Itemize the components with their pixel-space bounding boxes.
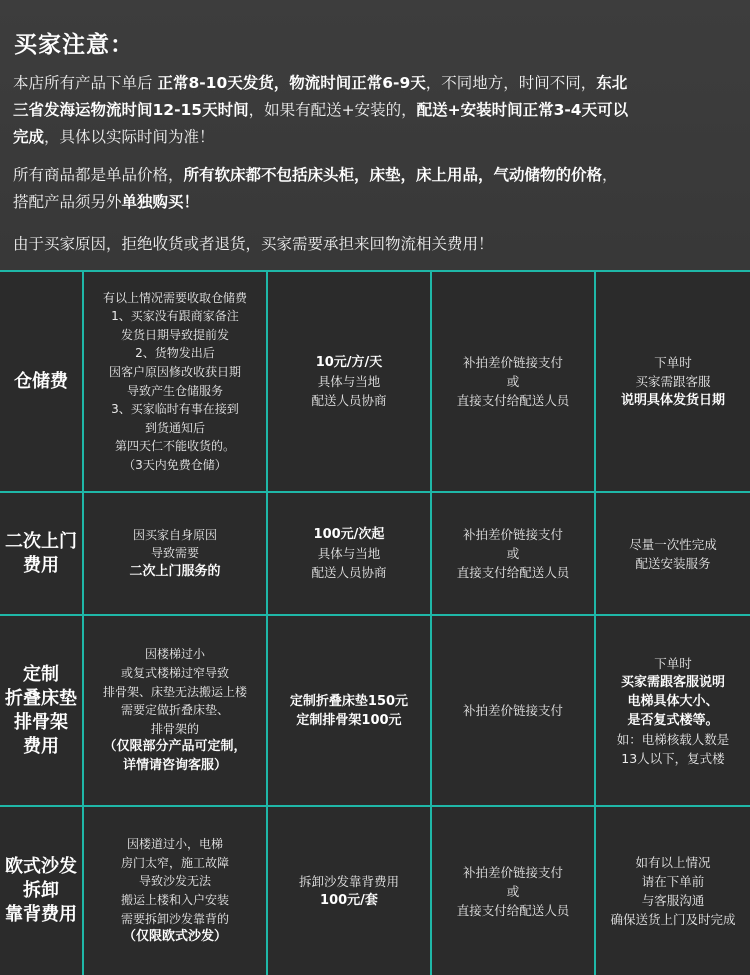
row-heading-text: 拆卸 (23, 880, 59, 901)
cell-text-emphasis: 100元/次起 (313, 527, 385, 542)
cell-text-emphasis: 电梯具体大小、 (627, 693, 719, 709)
cell-text: 排骨架的 (150, 721, 199, 736)
notice-section (0, 0, 750, 270)
paragraph-line (13, 162, 738, 189)
fee-second-visit-pay-cell (432, 493, 594, 614)
cell-content (5, 855, 77, 927)
fee-second-visit-note-cell (596, 493, 750, 614)
cell-text: 13人以下，复式楼 (621, 750, 725, 766)
row-heading-text: 靠背费用 (5, 904, 77, 925)
row-heading-text: 排骨架 (14, 711, 68, 733)
cell-text-emphasis: 详情请咨询客服） (122, 757, 227, 773)
body-text: ，不同地方，时间不同， (425, 74, 597, 92)
fee-custom-folding-price-cell (268, 616, 430, 805)
cell-text-emphasis: 二次上门服务的 (129, 563, 221, 579)
row-heading-text: 仓储费 (14, 370, 68, 392)
fee-custom-folding-desc-cell (84, 616, 266, 805)
cell-content (290, 692, 408, 730)
cell-text: 需要拆卸沙发靠背的 (120, 911, 229, 926)
row-heading-text: 二次上门 (5, 530, 77, 552)
cell-content (14, 370, 68, 394)
cell-content (621, 353, 725, 410)
cell-text: 1、买家没有跟商家备注 (111, 309, 239, 324)
cell-text: （3天内免费仓储） (123, 457, 227, 472)
cell-text: 请在下单前 (641, 874, 705, 889)
cell-text-emphasis: 10元/方/天 (315, 355, 383, 370)
emphasis-text: 三省发海运物流时间12-15天时间 (13, 101, 249, 119)
cell-text: 配送安装服务 (635, 555, 711, 571)
cell-content (457, 863, 570, 920)
cell-text-emphasis: 买家需跟客服说明 (620, 674, 725, 690)
cell-text: 或 (506, 546, 520, 561)
fee-european-sofa-pay-cell (432, 807, 594, 975)
cell-content (311, 525, 386, 582)
cell-text-emphasis: 说明具体发货日期 (620, 393, 725, 408)
body-text: 本店所有产品下单后 (13, 74, 158, 92)
cell-text: 第四天仁不能收货的。 (114, 439, 235, 454)
cell-text: 补拍差价链接支付 (462, 355, 563, 370)
cell-text: 买家需跟客服 (635, 374, 711, 389)
cell-text: 如：电梯核载人数是 (616, 731, 730, 747)
cell-text-emphasis: 是否复式楼等。 (627, 712, 719, 728)
cell-text: 3、买家临时有事在接到 (111, 402, 239, 417)
row-heading-text: 费用 (23, 554, 59, 576)
cell-text: 补拍差价链接支付 (462, 864, 563, 880)
row-heading-text: 折叠床垫 (5, 687, 77, 709)
cell-content (610, 853, 735, 929)
cell-text: 导致沙发无法 (138, 874, 211, 889)
cell-content (103, 289, 247, 475)
cell-content (121, 835, 229, 947)
fee-storage-note-cell (596, 272, 750, 491)
cell-text: 如有以上情况 (635, 855, 711, 870)
body-text: 搭配产品须另外 (13, 193, 122, 211)
cell-text: 因买家自身原因 (132, 527, 217, 542)
fee-european-sofa-head-cell (0, 807, 82, 975)
paragraph-line (13, 124, 738, 151)
fee-european-sofa-note-cell (596, 807, 750, 975)
paragraph-line (13, 189, 738, 216)
cell-text: 配送人员协商 (311, 393, 387, 408)
row-heading-text: 费用 (23, 735, 59, 757)
cell-content (629, 535, 717, 573)
cell-content (299, 872, 399, 910)
fee-second-visit-head-cell (0, 493, 82, 614)
cell-text: 补拍差价链接支付 (462, 527, 563, 542)
cell-text: 2、货物发出后 (135, 346, 215, 361)
cell-text: 或 (506, 883, 520, 899)
row-heading-text: 定制 (23, 663, 59, 685)
cell-text: 直接支付给配送人员 (456, 902, 570, 918)
fee-storage-desc-cell (84, 272, 266, 491)
cell-text: 需要定做折叠床垫、 (120, 703, 229, 718)
fee-custom-folding-head-cell (0, 616, 82, 805)
fee-custom-folding-note-cell (596, 616, 750, 805)
emphasis-text: 所有软床都不包括床头柜，床垫，床上用品，气动储物的价格 (183, 166, 603, 184)
cell-content (129, 526, 220, 582)
cell-text-emphasis: （仅限欧式沙发） (122, 929, 227, 945)
notice-paragraph-shipping (13, 70, 738, 151)
cell-text: 因客户原因修改收获日期 (108, 364, 241, 379)
emphasis-text: 单独购买！ (121, 193, 200, 211)
cell-content (617, 654, 730, 768)
fee-european-sofa-price-cell (268, 807, 430, 975)
row-heading-text: 欧式沙发 (5, 856, 77, 877)
cell-text: 发货日期导致提前发 (120, 327, 229, 342)
cell-text-emphasis: 定制折叠床垫150元 (289, 693, 409, 709)
cell-content (5, 663, 77, 759)
cell-text-emphasis: 定制排骨架100元 (296, 712, 402, 728)
cell-text: 直接支付给配送人员 (456, 565, 570, 580)
cell-text: 下单时 (654, 355, 692, 370)
emphasis-text: 完成 (13, 128, 45, 146)
fee-storage-head-cell (0, 272, 82, 491)
cell-text: 或 (506, 374, 520, 389)
body-text: ，具体以实际时间为准！ (44, 128, 215, 146)
cell-text: 拆卸沙发靠背费用 (298, 874, 399, 889)
emphasis-text: 配送+安装时间正常3-4天可以 (416, 101, 629, 119)
cell-content (5, 530, 77, 578)
cell-text: 或复式楼梯过窄导致 (120, 666, 229, 681)
cell-text: 具体与当地 (317, 546, 381, 561)
paragraph-line (13, 70, 738, 97)
notice-paragraph-pricing (13, 162, 738, 216)
cell-text: 导致产生仓储服务 (126, 383, 223, 398)
cell-text: 配送人员协商 (311, 565, 387, 580)
cell-text: 到货通知后 (144, 420, 205, 435)
cell-text: 下单时 (654, 655, 692, 671)
cell-text: 与客服沟通 (641, 893, 705, 908)
cell-content (311, 353, 386, 410)
notice-title: 买家注意： (14, 32, 134, 58)
fee-european-sofa-desc-cell (84, 807, 266, 975)
cell-text: 搬运上楼和入户安装 (120, 893, 229, 907)
cell-text: 导致需要 (150, 546, 199, 561)
emphasis-text: 东北 (596, 74, 628, 92)
cell-text: 排骨架、床垫无法搬运上楼 (102, 684, 247, 699)
notice-paragraph-returns: 由于买家原因，拒绝收货或者退货，买家需要承担来回物流相关费用！ (13, 235, 494, 253)
fee-table (0, 270, 750, 975)
fee-second-visit-price-cell (268, 493, 430, 614)
cell-content (457, 353, 570, 410)
cell-text: 因楼道过小，电梯 (126, 837, 223, 852)
cell-text-emphasis: 100元/套 (320, 893, 378, 908)
fee-storage-pay-cell (432, 272, 594, 491)
cell-text-emphasis: （仅限部分产品可定制， (103, 739, 247, 755)
fee-second-visit-desc-cell (84, 493, 266, 614)
paragraph-line (13, 97, 738, 124)
fee-custom-folding-pay-cell (432, 616, 594, 805)
fee-storage-price-cell (268, 272, 430, 491)
cell-text: 尽量一次性完成 (629, 536, 717, 552)
body-text: ， (602, 166, 618, 184)
cell-text: 有以上情况需要收取仓储费 (102, 290, 247, 305)
cell-content (463, 701, 563, 720)
cell-text: 因楼梯过小 (144, 647, 205, 662)
cell-text: 确保送货上门及时完成 (610, 912, 736, 927)
cell-text: 具体与当地 (317, 374, 381, 389)
cell-text: 房门太窄，施工故障 (120, 855, 229, 870)
emphasis-text: 正常8-10天发货，物流时间正常6-9天 (157, 74, 426, 92)
cell-text: 补拍差价链接支付 (462, 703, 563, 718)
cell-text: 直接支付给配送人员 (456, 393, 570, 408)
cell-content (457, 525, 570, 582)
cell-content (103, 645, 247, 775)
body-text: 所有商品都是单品价格， (13, 166, 184, 184)
body-text: ，如果有配送+安装的， (248, 101, 417, 119)
